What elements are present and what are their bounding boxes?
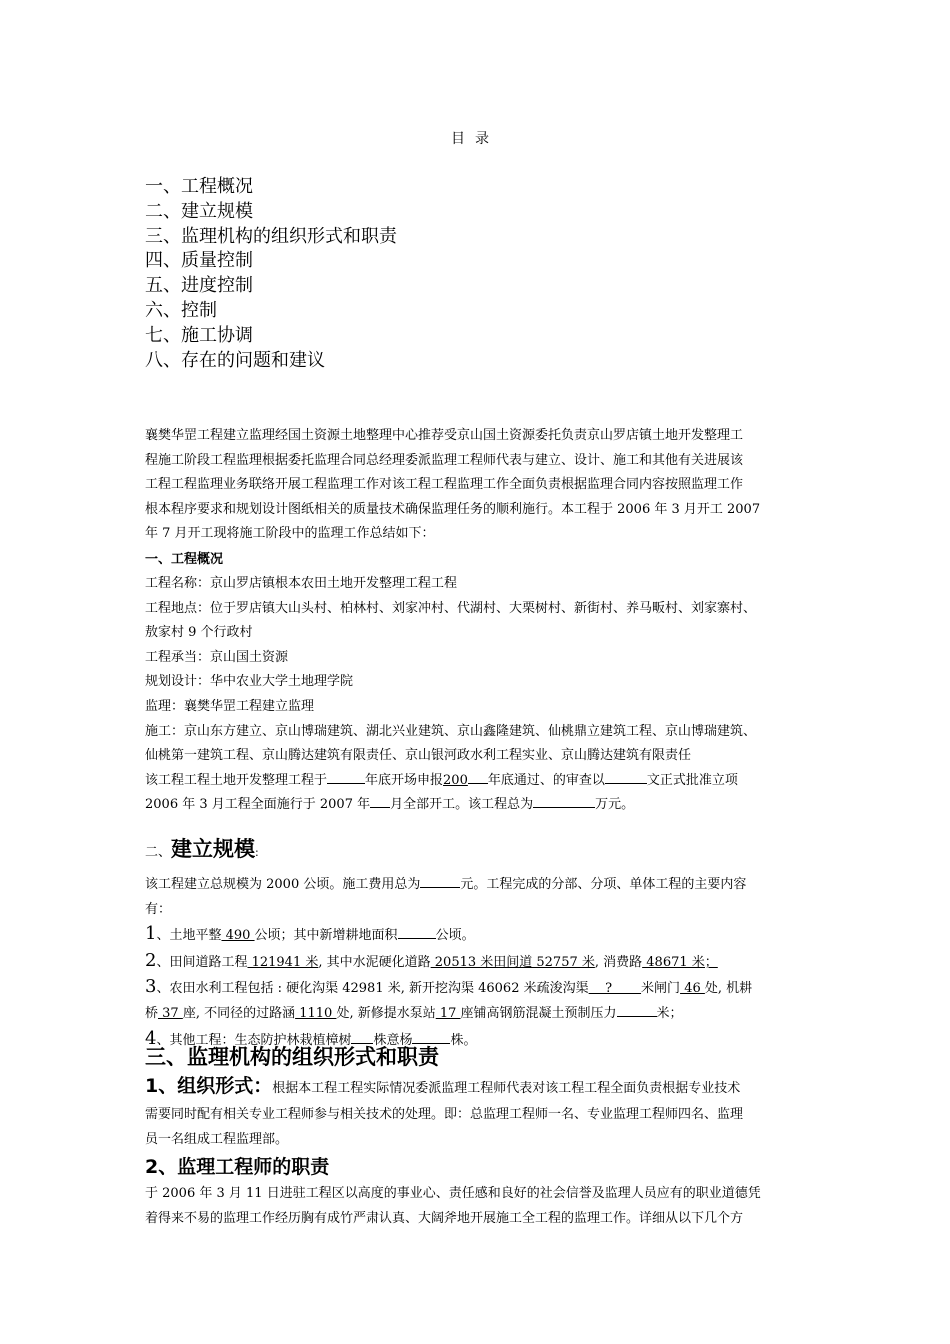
filled-value: 490 <box>221 928 255 944</box>
project-owner: 工程承当：京山国土资源 <box>145 649 289 665</box>
text-line <box>145 1072 817 1103</box>
project-contractors: 施工：京山东方建立、京山博瑞建筑、湖北兴业建筑、京山鑫隆建筑、仙桃鼎立建筑工程、京山博瑞建筑、 <box>145 723 757 739</box>
blank-field <box>605 771 647 784</box>
text-span: 年底开场申报 <box>365 772 444 788</box>
text-span: 株意杨 <box>373 1032 413 1048</box>
text-span: 处, 机耕 <box>704 981 753 997</box>
text-span: 、土地平整 <box>156 928 222 944</box>
text-line: 襄樊华罡工程建立监理经国土资源土地整理中心推荐受京山国土资源委托负责京山罗店镇土地开发整理工 <box>145 428 744 443</box>
text-line: 根本程序要求和规划设计图纸相关的质量技术确保监理任务的顺利施行。本工程于 2006 年 3 月开工 2007 <box>145 501 761 517</box>
toc-item[interactable]: 七、施工协调 <box>145 324 253 346</box>
item-number: 2 <box>145 949 157 971</box>
text-span: 米； <box>656 1005 683 1021</box>
toc-title: 目录 <box>451 131 499 147</box>
blank-field <box>420 875 460 888</box>
project-location-cont: 敖家村 9 个行政村 <box>145 625 253 641</box>
item-number: 1 <box>145 923 157 945</box>
approval-line <box>145 769 817 794</box>
blank-field <box>468 771 488 784</box>
schedule-line <box>145 793 817 818</box>
filled-value: 17 <box>435 1005 461 1021</box>
text-span: , 消费路 <box>594 954 643 970</box>
text-span: 桥 <box>145 1005 159 1021</box>
intro-paragraph <box>145 424 817 547</box>
toc-item[interactable]: 二、建立规模 <box>145 200 253 222</box>
project-design: 规划设计：华中农业大学土地理学院 <box>145 674 354 690</box>
text-line: 程施工阶段工程监理根据委托监理合同总经理委派监理工程师代表与建立、设计、施工和其他有关进展该 <box>145 452 744 468</box>
item-number: 3 <box>145 976 157 998</box>
filled-value: 46 <box>680 981 705 997</box>
text-line: 有： <box>145 901 172 917</box>
section-construction-scale <box>145 833 817 1053</box>
list-item <box>145 922 817 949</box>
section-supervision-organization <box>145 1042 817 1231</box>
text-span: 年底通过、的审查以 <box>487 772 605 788</box>
text-line <box>145 873 817 898</box>
text-span: 2006 年 3 月工程全面施行于 2007 年 <box>145 797 371 813</box>
filled-value: 37 <box>158 1005 183 1021</box>
text-span: 公顷；其中新增耕地面积 <box>254 928 398 944</box>
blank-field <box>370 795 390 808</box>
toc-item[interactable]: 五、进度控制 <box>145 275 253 297</box>
text-line: 工程工程监理业务联络开展工程监理工作对该工程工程监理工作全面负责根据监理合同内容按照监理工作 <box>145 477 744 493</box>
toc-item[interactable]: 一、工程概况 <box>145 176 253 197</box>
text-line: 着得来不易的监理工作经历胸有成竹严肃认真、大阔斧地开展施工全工程的监理工作。详细从以下几个方 <box>145 1210 744 1226</box>
text-span: 处, 新修提水泵站 <box>336 1005 436 1021</box>
text-span: , 其中水泥硬化道路 <box>318 954 431 970</box>
toc-item[interactable]: 八、存在的问题和建议 <box>145 349 325 371</box>
text-span: 元。工程完成的分部、分项、单体工程的主要内容 <box>460 877 747 892</box>
project-supervisor: 监理：襄樊华罡工程建立监理 <box>145 698 315 714</box>
heading-text: 建立规模 <box>171 837 256 861</box>
text-line: 于 2006 年 3 月 11 日进驻工程区以高度的事业心、责任感和良好的社会信誉及监理人员应有的职业道德凭 <box>145 1186 761 1202</box>
text-span: 座铺高钢筋混凝土预制压力 <box>460 1005 617 1021</box>
heading-colon: : <box>255 846 259 859</box>
text-span: 公顷。 <box>435 928 475 944</box>
table-of-contents <box>145 175 397 373</box>
text-span: 根据本工程工程实际情况委派监理工程师代表对该工程工程全面负责根据专业技术 <box>272 1081 741 1096</box>
project-name: 工程名称：京山罗店镇根本农田土地开发整理工程工程 <box>145 576 458 591</box>
filled-value: ? <box>588 981 642 997</box>
list-item <box>145 975 817 1002</box>
project-location: 工程地点：位于罗店镇大山头村、柏林村、刘家冲村、代湖村、大栗树村、新街村、养马畈村、刘家寨村、 <box>145 600 757 616</box>
subsection-heading: 1、组织形式： <box>145 1075 273 1097</box>
section-heading <box>145 833 817 869</box>
text-span: 株。 <box>450 1032 477 1048</box>
text-span: 、其他工程：生态防护林栽植樟树 <box>156 1032 352 1048</box>
text-span: 座, 不同径的过路涵 <box>182 1005 296 1021</box>
filled-value: 1110 <box>295 1005 337 1021</box>
section-project-overview <box>145 548 817 818</box>
filled-value: 121941 米 <box>247 954 319 970</box>
blank-field <box>398 926 436 939</box>
text-span: 、田间道路工程 <box>156 954 248 970</box>
section-heading: 三、监理机构的组织形式和职责 <box>145 1045 439 1069</box>
list-item-cont <box>145 1002 817 1027</box>
text-span: 万元。 <box>595 797 635 813</box>
filled-value: 20513 米田间道 52757 米 <box>430 954 595 970</box>
text-span: 、农田水利工程包括 : 硬化沟渠 42981 米, 新开挖沟渠 46062 米疏浚沟渠 <box>156 981 589 997</box>
text-span: 该工程建立总规模为 2000 公顷。施工费用总为 <box>145 877 421 892</box>
text-span: 文正式批准立项 <box>646 772 738 788</box>
toc-item[interactable]: 三、监理机构的组织形式和职责 <box>145 225 397 247</box>
text-span: 该工程工程土地开发整理工程于 <box>145 772 328 788</box>
text-span: 月全部开工。该工程总为 <box>390 797 534 813</box>
text-line: 员一名组成工程监理部。 <box>145 1131 289 1147</box>
toc-item[interactable]: 六、控制 <box>145 299 217 321</box>
text-span: 米闸门 <box>641 981 681 997</box>
heading-prefix: 二、 <box>145 845 172 860</box>
blank-field <box>533 795 595 808</box>
list-item <box>145 949 817 976</box>
blank-field <box>327 771 365 784</box>
project-contractors-cont: 仙桃第一建筑工程、京山腾达建筑有限责任、京山银河政水利工程实业、京山腾达建筑有限责任 <box>145 748 692 764</box>
blank-field <box>617 1004 657 1017</box>
filled-value: 48671 米； <box>642 954 718 970</box>
section-heading: 一、工程概况 <box>145 552 224 567</box>
text-line: 年 7 月开工现将施工阶段中的监理工作总结如下： <box>145 526 435 542</box>
filled-value: 200 <box>443 772 468 788</box>
item-number: 4 <box>145 1027 157 1049</box>
toc-item[interactable]: 四、质量控制 <box>145 250 253 272</box>
text-line: 需要同时配有相关专业工程师参与相关技术的处理。即：总监理工程师一名、专业监理工程师四名、监理 <box>145 1107 744 1122</box>
subsection-heading: 2、监理工程师的职责 <box>145 1156 330 1179</box>
